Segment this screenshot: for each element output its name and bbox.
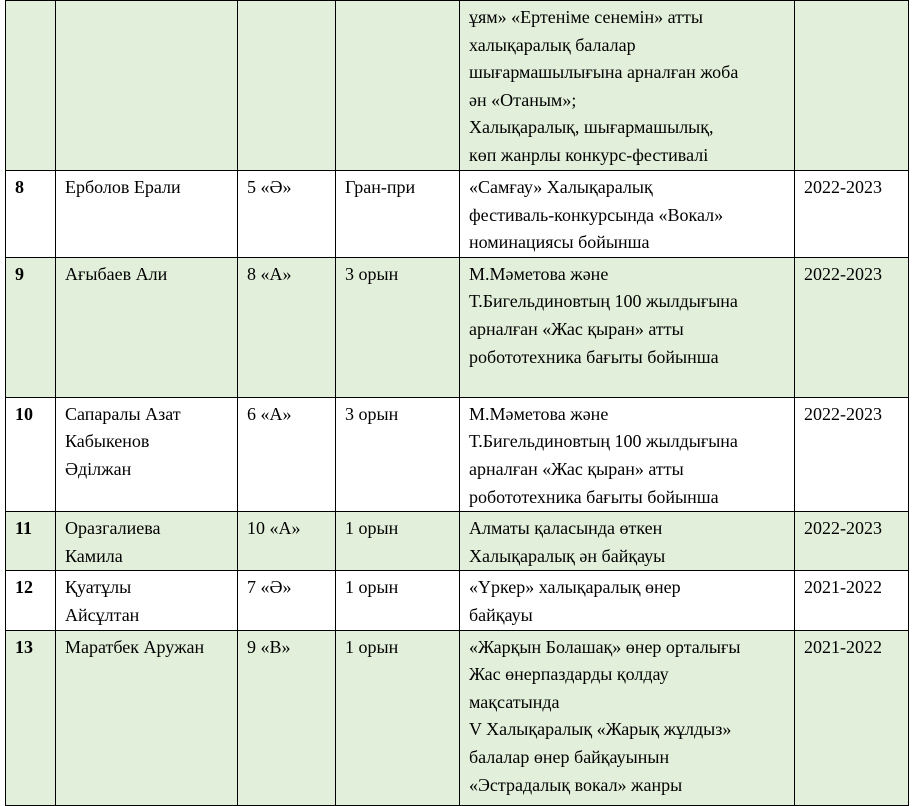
row-number-text: 12 xyxy=(15,577,33,598)
event-description-line: фестиваль-конкурсында «Вокал» xyxy=(469,204,724,225)
event-description-line: шығармашылығына арналған жоба xyxy=(469,62,739,83)
event-description xyxy=(460,512,795,571)
year-cell xyxy=(795,171,909,258)
event-description-line: V Халықаралық «Жарық жұлдыз» xyxy=(469,719,732,740)
row-number-text: 13 xyxy=(15,636,33,657)
class-cell xyxy=(238,257,336,397)
student-name-line: Кабыкенов xyxy=(65,431,150,452)
student-name-line: Айсұлтан xyxy=(65,604,140,625)
row-number xyxy=(6,571,56,630)
place-cell-text: 3 орын xyxy=(345,403,399,424)
year-cell xyxy=(795,397,909,511)
year-cell-text: 2021-2022 xyxy=(804,577,882,598)
row-number xyxy=(6,257,56,397)
student-name xyxy=(56,257,238,397)
table-row xyxy=(6,571,909,630)
event-description-line: халықаралық балалар xyxy=(469,34,636,55)
place-cell xyxy=(336,397,460,511)
table-row xyxy=(6,512,909,571)
row-number xyxy=(6,397,56,511)
row-number-text: 9 xyxy=(15,263,24,284)
row-number-text: 8 xyxy=(15,177,24,197)
student-name xyxy=(56,171,238,258)
year-cell xyxy=(795,512,909,571)
event-description-line: «Эстрадалық вокал» жанры xyxy=(469,774,683,795)
event-description xyxy=(460,397,795,511)
event-description-line: «Жарқын Болашақ» өнер орталығы xyxy=(469,636,741,657)
event-description-line: көп жанрлы конкурс-фестивалі xyxy=(469,144,709,165)
event-description-line: М.Мәметова және xyxy=(469,263,609,284)
event-description-line: балалар өнер байқауынын xyxy=(469,746,670,767)
year-cell xyxy=(795,257,909,397)
row-number xyxy=(6,512,56,571)
row-number-text: 10 xyxy=(15,403,33,424)
year-cell xyxy=(795,571,909,630)
event-description xyxy=(460,571,795,630)
class-cell xyxy=(238,571,336,630)
event-description-line: ұям» «Ертеніме сенемін» атты xyxy=(469,7,703,27)
row-number-text: 11 xyxy=(15,518,33,539)
class-cell xyxy=(238,171,336,258)
class-cell-text: 8 «А» xyxy=(247,263,292,284)
class-cell-text: 7 «Ә» xyxy=(247,577,292,598)
event-description xyxy=(460,171,795,258)
student-name-line: Камила xyxy=(65,545,123,566)
table-row xyxy=(6,397,909,511)
student-name-line: Ерболов Ерали xyxy=(65,177,181,197)
event-description xyxy=(460,257,795,397)
event-description-line: Алматы қаласында өткен xyxy=(469,518,663,539)
event-description-line: ән «Отаным»; xyxy=(469,89,577,110)
year-cell-text: 2021-2022 xyxy=(804,636,882,657)
awards-table xyxy=(5,0,909,806)
place-cell xyxy=(336,630,460,805)
year-cell-text: 2022-2023 xyxy=(804,177,882,197)
event-description-line: Т.Бигельдиновтың 100 жылдығына xyxy=(469,291,738,312)
year-cell-text: 2022-2023 xyxy=(804,263,882,284)
place-cell xyxy=(336,1,460,171)
event-description-line: Халықаралық ән байқауы xyxy=(469,545,666,566)
event-description-line: «Үркер» халықаралық өнер xyxy=(469,577,681,598)
event-description-line: арналған «Жас қыран» атты xyxy=(469,458,684,479)
table-row xyxy=(6,630,909,805)
event-description-line: номинациясы бойынша xyxy=(469,232,650,253)
student-name-line: Оразгалиева xyxy=(65,518,161,539)
table-row xyxy=(6,257,909,397)
row-number xyxy=(6,171,56,258)
event-description-line: Халықаралық, шығармашылық, xyxy=(469,117,714,138)
place-cell-text: 1 орын xyxy=(345,518,399,539)
place-cell-text: 3 орын xyxy=(345,263,399,284)
place-cell xyxy=(336,257,460,397)
place-cell xyxy=(336,171,460,258)
class-cell-text: 5 «Ә» xyxy=(247,177,292,197)
table-row xyxy=(6,171,909,258)
event-description-line: М.Мәметова және xyxy=(469,403,609,424)
student-name xyxy=(56,1,238,171)
student-name xyxy=(56,512,238,571)
year-cell-text: 2022-2023 xyxy=(804,518,882,539)
row-number xyxy=(6,1,56,171)
event-description xyxy=(460,1,795,171)
place-cell-text: Гран-при xyxy=(345,177,416,197)
place-cell-text: 1 орын xyxy=(345,577,399,598)
class-cell-text: 6 «А» xyxy=(247,403,292,424)
student-name-line: Ағыбаев Али xyxy=(65,263,168,284)
student-name xyxy=(56,571,238,630)
student-name-line: Маратбек Аружан xyxy=(65,636,205,657)
class-cell xyxy=(238,397,336,511)
place-cell xyxy=(336,571,460,630)
event-description-line: робототехника бағыты бойынша xyxy=(469,486,719,507)
student-name-line: Қуатұлы xyxy=(65,577,132,598)
event-description-line: мақсатында xyxy=(469,691,560,712)
student-name-line: Сапаралы Азат xyxy=(65,403,181,424)
class-cell-text: 10 «А» xyxy=(247,518,301,539)
class-cell xyxy=(238,630,336,805)
year-cell xyxy=(795,630,909,805)
event-description xyxy=(460,630,795,805)
event-description-line: «Самғау» Халықаралық xyxy=(469,177,653,197)
event-description-line: Т.Бигельдиновтың 100 жылдығына xyxy=(469,431,738,452)
class-cell xyxy=(238,512,336,571)
place-cell-text: 1 орын xyxy=(345,636,399,657)
student-name xyxy=(56,630,238,805)
year-cell-text: 2022-2023 xyxy=(804,403,882,424)
event-description-line: арналған «Жас қыран» атты xyxy=(469,318,684,339)
event-description-line: байқауы xyxy=(469,604,533,625)
row-number xyxy=(6,630,56,805)
event-description-line: робототехника бағыты бойынша xyxy=(469,346,719,367)
class-cell xyxy=(238,1,336,171)
year-cell xyxy=(795,1,909,171)
class-cell-text: 9 «В» xyxy=(247,636,291,657)
table-row xyxy=(6,1,909,171)
student-name xyxy=(56,397,238,511)
student-name-line: Әділжан xyxy=(65,458,132,479)
place-cell xyxy=(336,512,460,571)
event-description-line: Жас өнерпаздарды қолдау xyxy=(469,664,669,685)
